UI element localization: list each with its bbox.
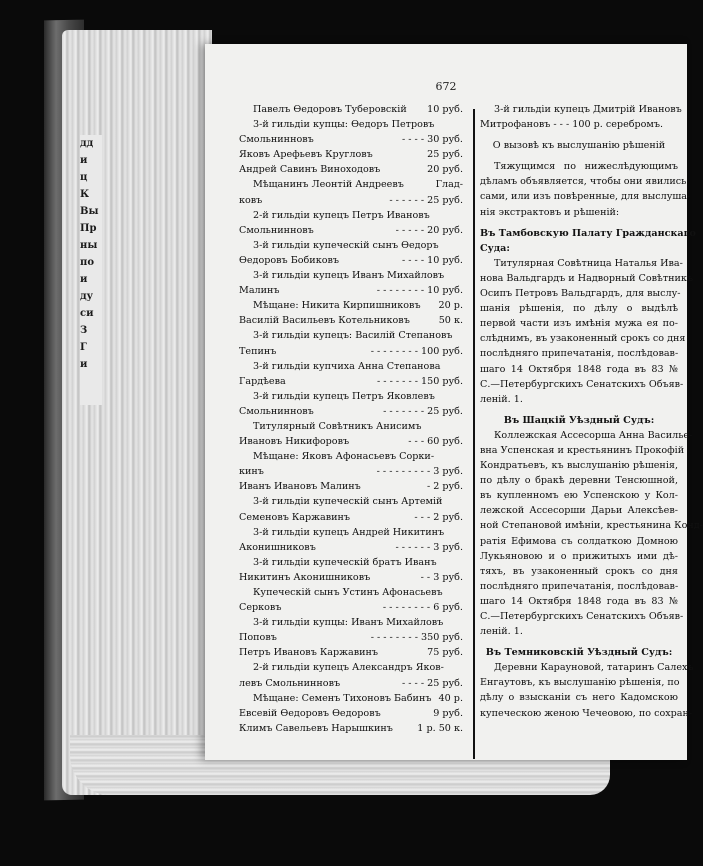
donor-amount: 50 к. — [438, 315, 463, 327]
fragment-line: Вы — [80, 206, 99, 217]
donor-name: Мѣщане: Яковъ Афонасьевъ Сорки- — [253, 451, 435, 463]
donor-name: Аконишниковъ — [239, 541, 316, 553]
donor-amount: - - - - - - - - 350 руб. — [370, 632, 463, 644]
donor-entry — [239, 676, 463, 691]
donor-amount: - - - - 25 руб. — [401, 677, 463, 689]
fragment-line: и — [80, 274, 88, 285]
donor-amount: - - - - - - - - 100 руб. — [370, 345, 463, 357]
fragment-line: по — [80, 257, 94, 268]
donor-name: Климъ Савельевъ Нарышкинъ — [239, 722, 393, 734]
previous-page-fragment — [80, 135, 102, 405]
section-heading: Въ Темниковскiй Уѣздный Судъ: — [485, 647, 673, 659]
donor-entry — [239, 223, 463, 238]
fragment-line: ду — [80, 291, 94, 302]
donor-amount: 10 руб. — [427, 104, 463, 115]
donor-entry — [239, 419, 463, 434]
text-line: Лукьяновою и о прижитыхъ ими дѣ- — [480, 550, 678, 562]
fragment-line: Г — [80, 342, 87, 353]
donor-name: Ивановъ Никифоровъ — [239, 436, 350, 448]
section-heading-cont: Суда: — [480, 242, 510, 254]
donor-amount: 20 руб. — [427, 164, 463, 176]
donor-name: Өедоровъ Бобиковъ — [239, 254, 339, 266]
fragment-line: си — [80, 308, 94, 319]
donor-amount: - - - 60 руб. — [408, 436, 463, 448]
fragment-line: дд — [80, 138, 94, 149]
notice-block — [480, 660, 694, 720]
donor-name: Титулярный Совѣтникъ Анисимъ — [253, 420, 422, 432]
fragment-line: ц — [80, 172, 88, 183]
donor-amount: - - - - 10 руб. — [401, 254, 463, 266]
section-heading: Въ Шацкiй Уѣздный Судъ: — [503, 414, 655, 426]
donor-entry — [239, 660, 463, 675]
donor-name: Мѣщанинъ Леонтiй Андреевъ — [253, 179, 404, 191]
donor-name: Тепинъ — [239, 345, 277, 357]
donor-entry — [239, 600, 463, 615]
fragment-line: З — [80, 325, 88, 336]
text-line: тяхъ, въ узаконенный срокъ со дня — [480, 565, 678, 577]
donor-amount: - - - 2 руб. — [414, 511, 463, 523]
donor-name: Андрей Савинъ Виноходовъ — [239, 164, 381, 176]
text-line: ной Степановой имѣнiи, крестьянина Конд- — [480, 520, 703, 532]
donor-amount: - - - - - - - - 10 руб. — [376, 285, 463, 297]
text-line: Енгаутовъ, къ выслушанiю рѣшенiя, по — [480, 677, 680, 689]
text-line: шаго 14 Октября 1848 года въ 83 № — [480, 363, 678, 375]
donor-amount: - - - - 30 руб. — [401, 134, 463, 146]
section-heading: Въ Тамбовскую Палату Гражданскаго — [480, 227, 696, 239]
donor-name: Смольнинновъ — [239, 405, 314, 417]
text-line: Митрофановъ - - - 100 р. серебромъ. — [480, 119, 664, 131]
donor-entry — [239, 706, 463, 721]
text-line: ратiя Ефимова съ солдаткою Домною — [480, 535, 678, 547]
donor-name: Семеновъ Каржавинъ — [239, 511, 351, 523]
text-line: нова Вальдгардъ и Надворный Совѣтникъ — [480, 272, 694, 284]
donor-name: 3-й гильдiи купецъ Андрей Никитинъ — [253, 526, 445, 538]
donor-name: Поповъ — [239, 632, 277, 644]
intro-block — [480, 159, 691, 219]
donor-entry — [239, 162, 463, 177]
donor-amount: - - - - - - - - 6 руб. — [382, 602, 463, 614]
text-line: вна Успенская и крестьянинъ Прокофiй — [480, 444, 685, 456]
donor-amount: - - - - - 20 руб. — [395, 224, 463, 236]
notice-block — [480, 256, 694, 407]
donor-name: 3-й гильдiи купецъ: Василiй Степановъ — [253, 330, 453, 342]
donor-name: 2-й гильдiи купецъ Александръ Яков- — [253, 662, 444, 674]
donor-name: Иванъ Ивановъ Малинъ — [239, 481, 361, 493]
donor-name: 3-й гильдiи купецъ Иванъ Михайловъ — [253, 270, 445, 282]
donor-amount: 9 руб. — [433, 707, 463, 719]
donor-entry — [239, 253, 463, 268]
donor-entry — [239, 585, 463, 600]
donor-amount: 1 р. 50 к. — [417, 722, 463, 734]
donor-amount: - - 3 руб. — [420, 571, 463, 583]
donor-name: Евсевiй Өедоровъ Өедоровъ — [239, 707, 381, 719]
donor-entry — [239, 117, 463, 132]
donor-entry — [239, 510, 463, 525]
text-line: дѣлу о взысканiи съ него Кадомскою — [480, 692, 678, 704]
text-line: первой части изъ имѣнiя мужа ея по- — [480, 318, 678, 330]
text-line: ленiй. 1. — [480, 626, 523, 638]
donor-name: Никитинъ Аконишниковъ — [239, 571, 371, 583]
donor-entry — [239, 691, 463, 706]
text-line: сами, или изъ повѣренные, для выслуша- — [480, 191, 691, 203]
donor-entry — [239, 404, 463, 419]
donor-entry — [239, 555, 463, 570]
donor-name: Павелъ Өедоровъ Туберовскiй — [253, 104, 407, 115]
text-line: Деревни Карауновой, татаринъ Салехъ — [494, 662, 694, 674]
text-line: ленiй. 1. — [480, 393, 523, 405]
donor-name: левъ Смольнинновъ — [239, 677, 341, 689]
fragment-line: К — [80, 189, 90, 200]
donor-name: ковъ — [239, 194, 263, 206]
left-column — [239, 102, 463, 736]
donor-amount: 20 р. — [438, 300, 463, 312]
donor-amount: - - - - - - 25 руб. — [389, 194, 463, 206]
donor-entry — [239, 298, 463, 313]
text-line: нiя экстрактовъ и рѣшенiй: — [480, 206, 620, 218]
page-number: 672 — [435, 80, 457, 93]
donor-name: Мѣщане: Никита Кирпишниковъ — [253, 300, 421, 312]
donor-entry — [239, 238, 463, 253]
text-line: лежской Ассесорши Дарьи Алексѣев- — [480, 505, 678, 517]
text-line: въ купленномъ ею Успенскою у Кол- — [480, 490, 678, 502]
donor-name: Мѣщане: Семенъ Тихоновъ Бабинъ — [253, 692, 432, 704]
donor-entry — [239, 721, 463, 736]
fragment-line: и — [80, 359, 88, 370]
donor-name: Смольнинновъ — [239, 224, 314, 236]
text-line: слѣднимъ, въ узаконенный срокъ со дня — [480, 333, 686, 345]
donor-name: 3-й гильдiи купцы: Иванъ Михайловъ — [253, 617, 444, 629]
donor-entry — [239, 208, 463, 223]
donor-entry — [239, 630, 463, 645]
text-line: купеческою женою Чечеовою, по сохран- — [480, 707, 693, 719]
text-line: Кондратьевъ, къ выслушанiю рѣшенiя, — [480, 460, 678, 472]
donor-name: 2-й гильдiи купецъ Петръ Ивановъ — [253, 209, 430, 221]
text-line: по дѣлу о бракѣ деревни Тенсюшной, — [480, 475, 678, 487]
donor-name: 3-й гильдiи купчиха Анна Степанова — [253, 360, 441, 372]
donor-entry — [239, 359, 463, 374]
donor-entry — [239, 525, 463, 540]
text-line: Коллежская Ассесорша Анна Василье- — [494, 429, 693, 441]
donor-entry — [239, 374, 463, 389]
donor-entry — [239, 177, 463, 192]
donor-amount: Глад- — [435, 179, 463, 191]
fragment-line: Пр — [80, 223, 97, 234]
text-line: 3-й гильдiи купецъ Дмитрiй Ивановъ — [494, 104, 682, 115]
text-line: послѣдняго припечатанiя, послѣдовав- — [480, 580, 679, 592]
donor-entry — [239, 102, 463, 117]
text-line: Титулярная Совѣтница Наталья Ива- — [494, 257, 683, 269]
text-line: дѣламъ объявляется, чтобы они явились — [480, 176, 687, 188]
text-line: С.—Петербургскихъ Сенатскихъ Объяв- — [480, 378, 684, 390]
donor-amount: - 2 руб. — [426, 481, 463, 493]
document-page — [205, 44, 703, 760]
donor-name: Гардѣева — [239, 375, 286, 387]
text-line: шанiя рѣшенiя, по дѣлу о выдѣлѣ — [480, 303, 678, 315]
right-column — [480, 102, 703, 721]
text-line: шаго 14 Октября 1848 года въ 83 № — [480, 595, 678, 607]
donor-name: 3-й гильдiи купецъ Петръ Яковлевъ — [253, 390, 435, 402]
donor-name: 3-й гильдiи купеческiй сынъ Артемiй — [253, 496, 443, 508]
notice-block — [480, 428, 703, 639]
donor-entry — [239, 328, 463, 343]
donor-entry — [239, 147, 463, 162]
donor-amount: 25 руб. — [427, 149, 463, 161]
donor-name: Серковъ — [239, 602, 282, 614]
fragment-line: и — [80, 155, 88, 166]
donor-name: Смольнинновъ — [239, 134, 314, 146]
donor-amount: - - - - - - - - - 3 руб. — [376, 466, 463, 478]
donor-entry — [239, 344, 463, 359]
donor-entry — [239, 645, 463, 660]
donor-entry — [239, 494, 463, 509]
donor-name: Купеческiй сынъ Устинъ Афонасьевъ — [253, 587, 443, 598]
text-line: С.—Петербургскихъ Сенатскихъ Объяв- — [480, 611, 684, 622]
text-line: Осипъ Петровъ Вальдгардъ, для выслу- — [480, 288, 681, 300]
donor-name: 3-й гильдiи купеческiй сынъ Өедоръ — [253, 239, 439, 251]
donor-amount: - - - - - - 3 руб. — [395, 541, 463, 553]
column-divider — [473, 109, 475, 759]
donor-amount: 40 р. — [438, 692, 463, 704]
donor-entry — [239, 313, 463, 328]
donor-entry — [239, 268, 463, 283]
section-heading: О вызовѣ къ выслушанiю рѣшенiй — [492, 140, 666, 152]
donor-entry — [239, 540, 463, 555]
donor-amount: - - - - - - - 25 руб. — [383, 405, 463, 417]
donor-name: кинъ — [239, 466, 264, 478]
donor-entry — [239, 615, 463, 630]
donor-entry — [239, 449, 463, 464]
text-line: Тяжущимся по нижеслѣдующимъ — [494, 161, 678, 173]
donor-entry — [239, 434, 463, 449]
donor-name: Василiй Васильевъ Котельниковъ — [239, 315, 410, 327]
donor-entry — [239, 479, 463, 494]
fragment-line: ны — [80, 240, 98, 251]
donor-entry — [239, 193, 463, 208]
donor-name: Малинъ — [239, 285, 280, 297]
donor-name: Петръ Ивановъ Каржавинъ — [239, 647, 378, 659]
text-line: послѣдняго припечатанiя, послѣдовав- — [480, 348, 679, 360]
donor-name: 3-й гильдiи купеческiй братъ Иванъ — [253, 556, 437, 568]
donor-name: Яковъ Арефьевъ Кругловъ — [239, 149, 373, 161]
donor-name: 3-й гильдiи купцы: Өедоръ Петровъ — [253, 119, 435, 131]
donor-entry — [239, 389, 463, 404]
donor-entry — [239, 283, 463, 298]
donor-entry — [239, 464, 463, 479]
donor-entry — [239, 132, 463, 147]
donor-amount: - - - - - - - 150 руб. — [376, 375, 463, 387]
donor-entry — [239, 570, 463, 585]
donor-amount: 75 руб. — [427, 647, 463, 659]
